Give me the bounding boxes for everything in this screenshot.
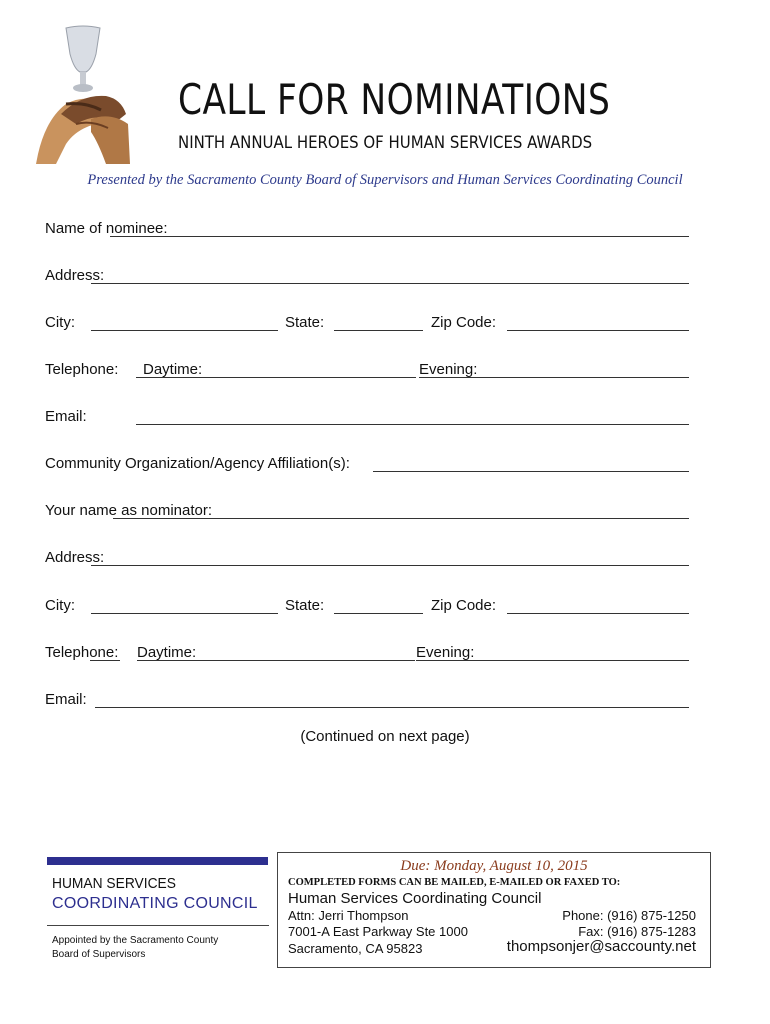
nominator-city-field[interactable] <box>91 613 278 614</box>
hscc-logo-line2: COORDINATING COUNCIL <box>52 895 258 912</box>
nominator-telephone-label: Telephone: <box>45 644 119 661</box>
nominator-daytime-phone-field[interactable] <box>137 660 415 661</box>
hscc-appointed-line2: Board of Supervisors <box>52 949 146 960</box>
address-field[interactable] <box>91 283 689 284</box>
evening-label: Evening: <box>419 361 478 378</box>
nominator-state-label: State: <box>285 597 325 614</box>
page-title: CALL FOR NOMINATIONS <box>178 75 611 124</box>
hscc-divider <box>47 925 269 926</box>
nominator-daytime-label: Daytime: <box>137 644 197 661</box>
nominator-state-field[interactable] <box>334 613 423 614</box>
affiliation-label: Community Organization/Agency Affiliation(s): <box>45 455 350 472</box>
nominator-telephone-underline <box>90 660 120 661</box>
nominator-email-field[interactable] <box>95 707 689 708</box>
street-line: 7001-A East Parkway Ste 1000 <box>288 924 468 939</box>
city-label: City: <box>45 314 75 331</box>
hscc-appointed-line1: Appointed by the Sacramento County <box>52 935 219 946</box>
email-label: Email: <box>45 408 87 425</box>
nominator-email-label: Email: <box>45 691 87 708</box>
nominee-name-label: Name of nominee: <box>45 220 168 237</box>
due-date: Due: Monday, August 10, 2015 <box>400 858 588 874</box>
zip-label: Zip Code: <box>431 314 497 331</box>
nominator-name-field[interactable] <box>113 518 689 519</box>
telephone-label: Telephone: <box>45 361 119 378</box>
continued-note: (Continued on next page) <box>300 728 470 745</box>
hscc-logo-bar <box>47 857 268 865</box>
nominator-zip-label: Zip Code: <box>431 597 497 614</box>
phone-number: Phone: (916) 875-1250 <box>562 908 696 923</box>
council-name: Human Services Coordinating Council <box>288 890 542 907</box>
nominator-evening-phone-field[interactable] <box>416 660 689 661</box>
daytime-label: Daytime: <box>143 361 203 378</box>
page-subtitle: NINTH ANNUAL HEROES OF HUMAN SERVICES AWARDS <box>178 133 593 153</box>
daytime-phone-field[interactable] <box>136 377 416 378</box>
hscc-logo-line1: HUMAN SERVICES <box>52 875 176 892</box>
nominator-address-field[interactable] <box>91 565 689 566</box>
presented-by: Presented by the Sacramento County Board of Supervisors and Human Services Coordinating Council <box>87 172 683 188</box>
state-label: State: <box>285 314 325 331</box>
nominator-name-label: Your name as nominator: <box>45 502 213 519</box>
zip-field[interactable] <box>507 330 689 331</box>
nominator-city-label: City: <box>45 597 75 614</box>
trophy-with-hands-icon <box>36 24 131 164</box>
nominator-evening-label: Evening: <box>416 644 475 661</box>
email-field[interactable] <box>136 424 689 425</box>
attn-line: Attn: Jerri Thompson <box>288 908 409 923</box>
nominee-name-field[interactable] <box>110 236 689 237</box>
state-field[interactable] <box>334 330 423 331</box>
contact-email-link[interactable]: thompsonjer@saccounty.net <box>506 938 696 955</box>
address-label: Address: <box>45 267 105 284</box>
hscc-appointed-text <box>52 934 218 962</box>
evening-phone-field[interactable] <box>419 377 689 378</box>
fax-number: Fax: (916) 875-1283 <box>578 924 696 939</box>
completed-forms-note: COMPLETED FORMS CAN BE MAILED, E-MAILED OR FAXED TO: <box>288 877 621 888</box>
nominator-address-label: Address: <box>45 549 105 566</box>
nominator-zip-field[interactable] <box>507 613 689 614</box>
city-line: Sacramento, CA 95823 <box>288 941 423 956</box>
affiliation-field[interactable] <box>373 471 689 472</box>
city-field[interactable] <box>91 330 278 331</box>
